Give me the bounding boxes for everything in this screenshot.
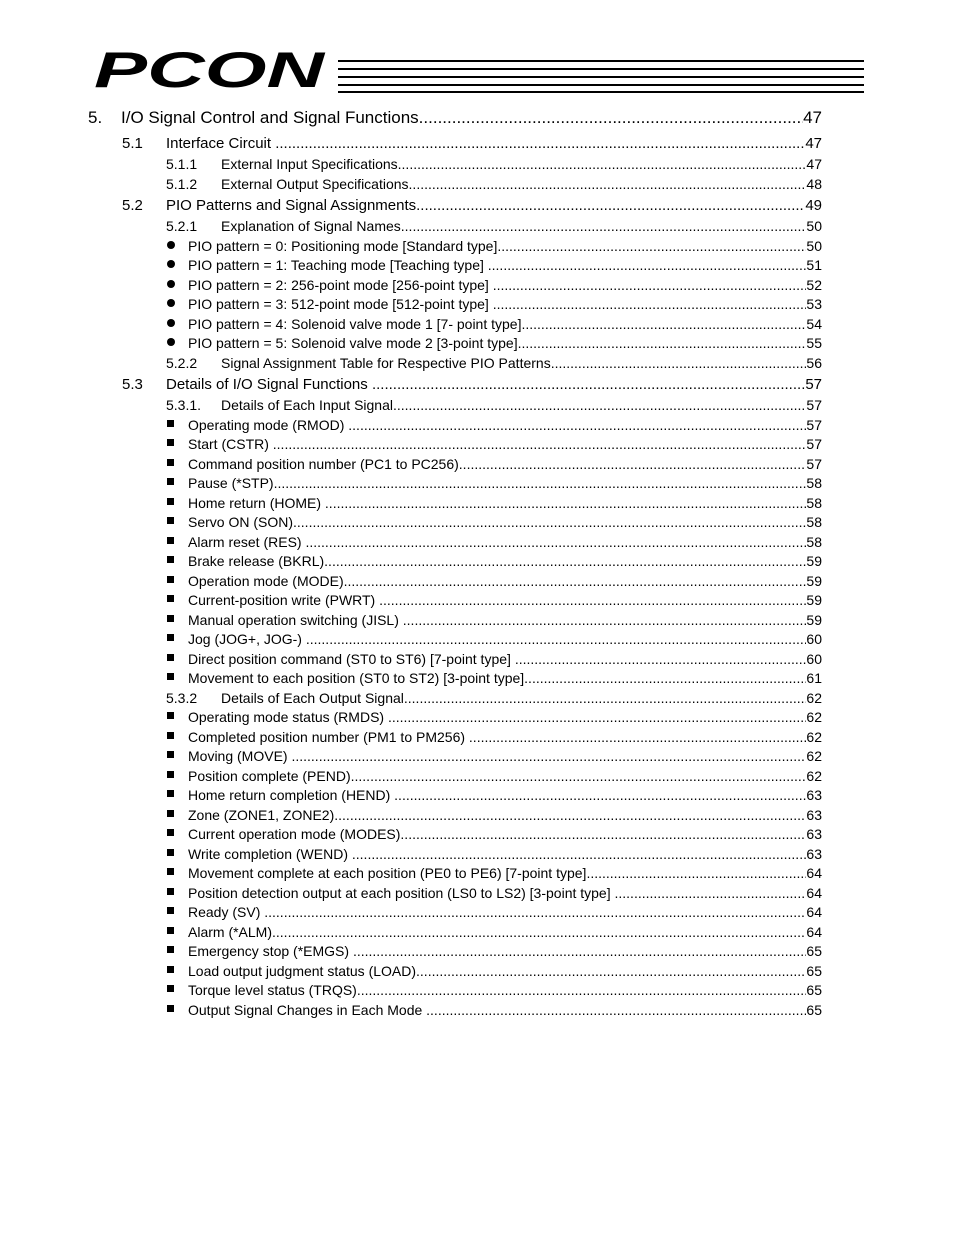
toc-leader-dots xyxy=(353,943,806,959)
toc-entry-title: Details of Each Input Signal xyxy=(221,397,393,413)
toc-leader-dots xyxy=(409,176,807,192)
toc-leader-dots xyxy=(273,436,807,452)
toc-entry[interactable] xyxy=(88,963,822,983)
toc-entry-page: 57 xyxy=(806,397,822,413)
toc-entry-number: 5.2 xyxy=(122,197,143,214)
toc-entry-title: Jog (JOG+, JOG-) xyxy=(188,631,306,647)
toc-entry-page: 63 xyxy=(806,787,822,803)
toc-leader-dots xyxy=(325,495,807,511)
toc-entry-page: 58 xyxy=(806,514,822,530)
toc-entry-page: 64 xyxy=(806,884,822,901)
toc-entry-title: Current-position write (PWRT) xyxy=(188,592,380,608)
toc-entry[interactable] xyxy=(88,135,822,156)
toc-entry-title: Details of Each Output Signal xyxy=(221,689,404,706)
toc-entry-page: 62 xyxy=(806,767,822,784)
toc-entry-page: 56 xyxy=(806,354,822,371)
toc-entry-page: 53 xyxy=(806,296,822,312)
toc-entry[interactable] xyxy=(88,573,822,593)
header-rule-5 xyxy=(338,91,864,93)
toc-leader-dots xyxy=(403,612,807,628)
header-rule-4 xyxy=(338,84,864,86)
toc-entry[interactable] xyxy=(88,904,822,924)
toc-entry-page: 58 xyxy=(806,533,822,550)
toc-entry[interactable] xyxy=(88,534,822,554)
toc-entry[interactable] xyxy=(88,651,822,671)
toc-entry[interactable] xyxy=(88,335,822,355)
toc-entry-page: 48 xyxy=(806,175,822,192)
toc-entry-page: 65 xyxy=(806,982,822,998)
toc-entry[interactable] xyxy=(88,1002,822,1022)
toc-leader-dots xyxy=(419,108,803,128)
toc-entry[interactable] xyxy=(88,592,822,612)
toc-entry[interactable] xyxy=(88,277,822,297)
pcon-logo xyxy=(92,44,328,94)
toc-entry[interactable] xyxy=(88,690,822,710)
toc-entry-number: 5.3.2 xyxy=(166,689,198,706)
toc-entry[interactable] xyxy=(88,417,822,437)
toc-entry-page: 64 xyxy=(806,923,822,940)
toc-leader-dots xyxy=(379,592,806,608)
toc-entry-page: 52 xyxy=(806,276,822,293)
toc-entry-title: PIO pattern = 2: 256-point mode [256-point type] xyxy=(188,276,493,293)
toc-entry-page: 47 xyxy=(803,108,822,127)
toc-entry-title: Alarm (*ALM) xyxy=(188,923,273,940)
toc-leader-dots xyxy=(497,238,806,254)
toc-entry-title: PIO pattern = 1: Teaching mode [Teaching type] xyxy=(188,257,488,273)
toc-entry-page: 49 xyxy=(805,197,822,214)
toc-entry[interactable] xyxy=(88,826,822,846)
toc-leader-dots xyxy=(518,335,807,351)
toc-entry-number: 5.1.1 xyxy=(166,156,198,172)
toc-entry-number: 5.2.1 xyxy=(166,218,198,234)
toc-entry[interactable] xyxy=(88,176,822,196)
toc-entry-title: Start (CSTR) xyxy=(188,436,273,452)
toc-entry[interactable] xyxy=(88,296,822,316)
toc-entry-title: Pause (*STP) xyxy=(188,475,274,491)
toc-entry-page: 47 xyxy=(805,135,822,152)
toc-entry[interactable] xyxy=(88,982,822,1002)
toc-leader-dots xyxy=(274,475,807,491)
toc-entry[interactable] xyxy=(88,787,822,807)
toc-entry-page: 47 xyxy=(806,156,822,172)
toc-entry-title: PIO pattern = 4: Solenoid valve mode 1 [7- point type] xyxy=(188,315,522,332)
toc-entry-title: PIO Patterns and Signal Assignments xyxy=(166,197,417,214)
toc-entry-page: 59 xyxy=(806,553,822,569)
toc-entry[interactable] xyxy=(88,218,822,238)
toc-leader-dots xyxy=(459,456,807,472)
toc-entry-title: Signal Assignment Table for Respective PIO Patterns xyxy=(221,354,551,371)
toc-entry[interactable] xyxy=(88,257,822,277)
toc-entry-number: 5.2.2 xyxy=(166,354,198,371)
toc-entry[interactable] xyxy=(88,885,822,905)
toc-entry[interactable] xyxy=(88,197,822,218)
toc-entry[interactable] xyxy=(88,514,822,534)
toc-entry-title: Interface Circuit xyxy=(166,135,276,152)
toc-entry[interactable] xyxy=(88,846,822,866)
toc-entry-title: Brake release (BKRL) xyxy=(188,553,325,569)
toc-entry-page: 63 xyxy=(806,845,822,862)
logo-text: PCON xyxy=(94,44,326,94)
header-rule-3 xyxy=(338,76,864,78)
toc-leader-dots xyxy=(394,787,806,803)
toc-entry-page: 60 xyxy=(806,650,822,667)
toc-leader-dots xyxy=(324,553,806,569)
toc-entry-page: 57 xyxy=(805,376,822,393)
toc-entry[interactable] xyxy=(88,238,822,258)
toc-entry-title: Movement complete at each position (PE0 to PE6) [7-point type] xyxy=(188,865,587,881)
toc-entry-page: 62 xyxy=(806,709,822,725)
toc-entry-page: 50 xyxy=(806,218,822,234)
toc-entry-title: External Input Specifications xyxy=(221,156,398,172)
toc-entry-number: 5.3.1. xyxy=(166,397,202,413)
toc-entry-title: Emergency stop (*EMGS) xyxy=(188,943,353,959)
toc-leader-dots xyxy=(393,397,806,413)
toc-entry[interactable] xyxy=(88,355,822,375)
toc-entry[interactable] xyxy=(88,807,822,827)
toc-entry[interactable] xyxy=(88,475,822,495)
toc-leader-dots xyxy=(334,807,806,823)
toc-leader-dots xyxy=(398,156,807,172)
toc-entry-page: 54 xyxy=(806,315,822,332)
toc-leader-dots xyxy=(488,257,807,273)
toc-entry[interactable] xyxy=(88,495,822,515)
toc-entry-title: Movement to each position (ST0 to ST2) [3-point type] xyxy=(188,670,525,686)
toc-entry-page: 62 xyxy=(806,689,822,706)
toc-entry-title: Position detection output at each position (LS0 to LS2) [3-point type] xyxy=(188,884,615,901)
header-rule-2 xyxy=(338,68,864,70)
toc-entry-page: 60 xyxy=(806,631,822,647)
toc-entry-title: Home return completion (HEND) xyxy=(188,787,395,803)
toc-entry[interactable] xyxy=(88,612,822,632)
toc-entry[interactable] xyxy=(88,924,822,944)
toc-entry-title: PIO pattern = 3: 512-point mode [512-point type] xyxy=(188,296,493,312)
toc-entry[interactable] xyxy=(88,376,822,397)
toc-leader-dots xyxy=(306,631,807,647)
toc-entry-title: Manual operation switching (JISL) xyxy=(188,611,403,628)
toc-leader-dots xyxy=(293,514,806,530)
toc-leader-dots xyxy=(524,670,806,686)
toc-entry-page: 58 xyxy=(806,475,822,491)
toc-leader-dots xyxy=(291,748,806,764)
toc-entry-page: 65 xyxy=(806,962,822,979)
toc-leader-dots xyxy=(357,982,807,998)
toc-entry-title: Command position number (PC1 to PC256) xyxy=(188,455,459,472)
toc-leader-dots xyxy=(400,826,806,842)
toc-leader-dots xyxy=(275,135,805,152)
toc-entry-number: 5.1 xyxy=(122,135,143,152)
toc-entry[interactable] xyxy=(88,553,822,573)
toc-entry-title: Explanation of Signal Names xyxy=(221,218,401,234)
toc-leader-dots xyxy=(493,277,807,293)
toc-leader-dots xyxy=(416,963,806,979)
toc-entry-title: Position complete (PEND) xyxy=(188,767,351,784)
toc-entry-page: 64 xyxy=(806,865,822,881)
toc-entry[interactable] xyxy=(88,316,822,336)
toc-leader-dots xyxy=(305,534,806,550)
toc-entry-page: 65 xyxy=(806,943,822,959)
toc-entry-title: Completed position number (PM1 to PM256) xyxy=(188,728,469,745)
toc-entry-title: External Output Specifications xyxy=(221,175,409,192)
toc-entry-title: Details of I/O Signal Functions xyxy=(166,376,372,393)
toc-entry[interactable] xyxy=(88,943,822,963)
toc-leader-dots xyxy=(469,729,807,745)
toc-entry-page: 62 xyxy=(806,748,822,764)
toc-entry-title: Ready (SV) xyxy=(188,904,265,920)
toc-leader-dots xyxy=(344,573,807,589)
toc-entry[interactable] xyxy=(88,456,822,476)
toc-leader-dots xyxy=(426,1002,806,1018)
toc-entry-page: 59 xyxy=(806,611,822,628)
toc-entry[interactable] xyxy=(88,729,822,749)
toc-leader-dots xyxy=(348,417,806,433)
toc-entry[interactable] xyxy=(88,748,822,768)
toc-entry-page: 57 xyxy=(806,416,822,433)
toc-leader-dots xyxy=(521,316,806,332)
toc-leader-dots xyxy=(586,865,806,881)
toc-entry-number: 5.1.2 xyxy=(166,175,198,192)
toc-entry-number: 5.3 xyxy=(122,376,143,393)
toc-entry-page: 58 xyxy=(806,494,822,511)
toc-leader-dots xyxy=(416,197,805,214)
toc-entry-title: Operating mode status (RMDS) xyxy=(188,709,388,725)
toc-leader-dots xyxy=(515,651,807,667)
toc-entry-title: Direct position command (ST0 to ST6) [7-point type] xyxy=(188,650,515,667)
toc-entry-title: Moving (MOVE) xyxy=(188,748,292,764)
toc-entry-title: Servo ON (SON) xyxy=(188,514,294,530)
toc-entry-page: 63 xyxy=(806,826,822,842)
toc-entry-page: 59 xyxy=(806,592,822,608)
toc-entry[interactable] xyxy=(88,865,822,885)
toc-entry-page: 65 xyxy=(806,1001,822,1018)
toc-entry-title: I/O Signal Control and Signal Functions xyxy=(121,108,419,127)
toc-entry-title: PIO pattern = 0: Positioning mode [Standard type] xyxy=(188,237,498,254)
toc-entry[interactable] xyxy=(88,108,822,133)
toc-entry-title: Torque level status (TRQS) xyxy=(188,982,357,998)
toc-entry[interactable] xyxy=(88,397,822,417)
toc-entry[interactable] xyxy=(88,631,822,651)
toc-leader-dots xyxy=(264,904,806,920)
toc-entry-page: 61 xyxy=(806,670,822,686)
toc-entry[interactable] xyxy=(88,156,822,176)
toc-entry[interactable] xyxy=(88,709,822,729)
toc-leader-dots xyxy=(551,355,807,371)
toc-leader-dots xyxy=(493,296,807,312)
toc-entry-title: Zone (ZONE1, ZONE2) xyxy=(188,806,335,823)
toc-entry-title: Load output judgment status (LOAD) xyxy=(188,962,417,979)
toc-entry-title: Operation mode (MODE) xyxy=(188,572,344,589)
toc-entry-title: Current operation mode (MODES) xyxy=(188,826,401,842)
toc-entry-title: PIO pattern = 5: Solenoid valve mode 2 [3-point type] xyxy=(188,335,518,351)
toc-entry-page: 50 xyxy=(806,237,822,254)
toc-entry-number: 5. xyxy=(88,108,103,127)
toc-entry[interactable] xyxy=(88,768,822,788)
toc-entry-title: Operating mode (RMOD) xyxy=(188,416,349,433)
toc-entry-page: 57 xyxy=(806,455,822,472)
toc-entry-page: 63 xyxy=(806,806,822,823)
toc-entry-page: 62 xyxy=(806,728,822,745)
toc-entry-page: 64 xyxy=(806,904,822,920)
toc-entry-title: Alarm reset (RES) xyxy=(188,533,306,550)
toc-leader-dots xyxy=(272,924,806,940)
toc-leader-dots xyxy=(372,376,805,393)
toc-entry-page: 57 xyxy=(806,436,822,452)
toc-leader-dots xyxy=(615,885,807,901)
toc-leader-dots xyxy=(352,846,807,862)
toc-entry[interactable] xyxy=(88,436,822,456)
header-rule-1 xyxy=(338,60,864,62)
toc-entry-title: Output Signal Changes in Each Mode xyxy=(188,1001,427,1018)
toc-entry-page: 51 xyxy=(806,257,822,273)
toc-entry-title: Write completion (WEND) xyxy=(188,845,352,862)
page-header xyxy=(0,0,954,110)
toc-entry-title: Home return (HOME) xyxy=(188,494,325,511)
toc-entry[interactable] xyxy=(88,670,822,690)
toc-leader-dots xyxy=(401,218,807,234)
toc-entry-page: 59 xyxy=(806,572,822,589)
toc-leader-dots xyxy=(351,768,807,784)
toc-leader-dots xyxy=(388,709,806,725)
toc-leader-dots xyxy=(404,690,807,706)
toc-entry-page: 55 xyxy=(806,335,822,351)
table-of-contents xyxy=(88,108,822,1021)
